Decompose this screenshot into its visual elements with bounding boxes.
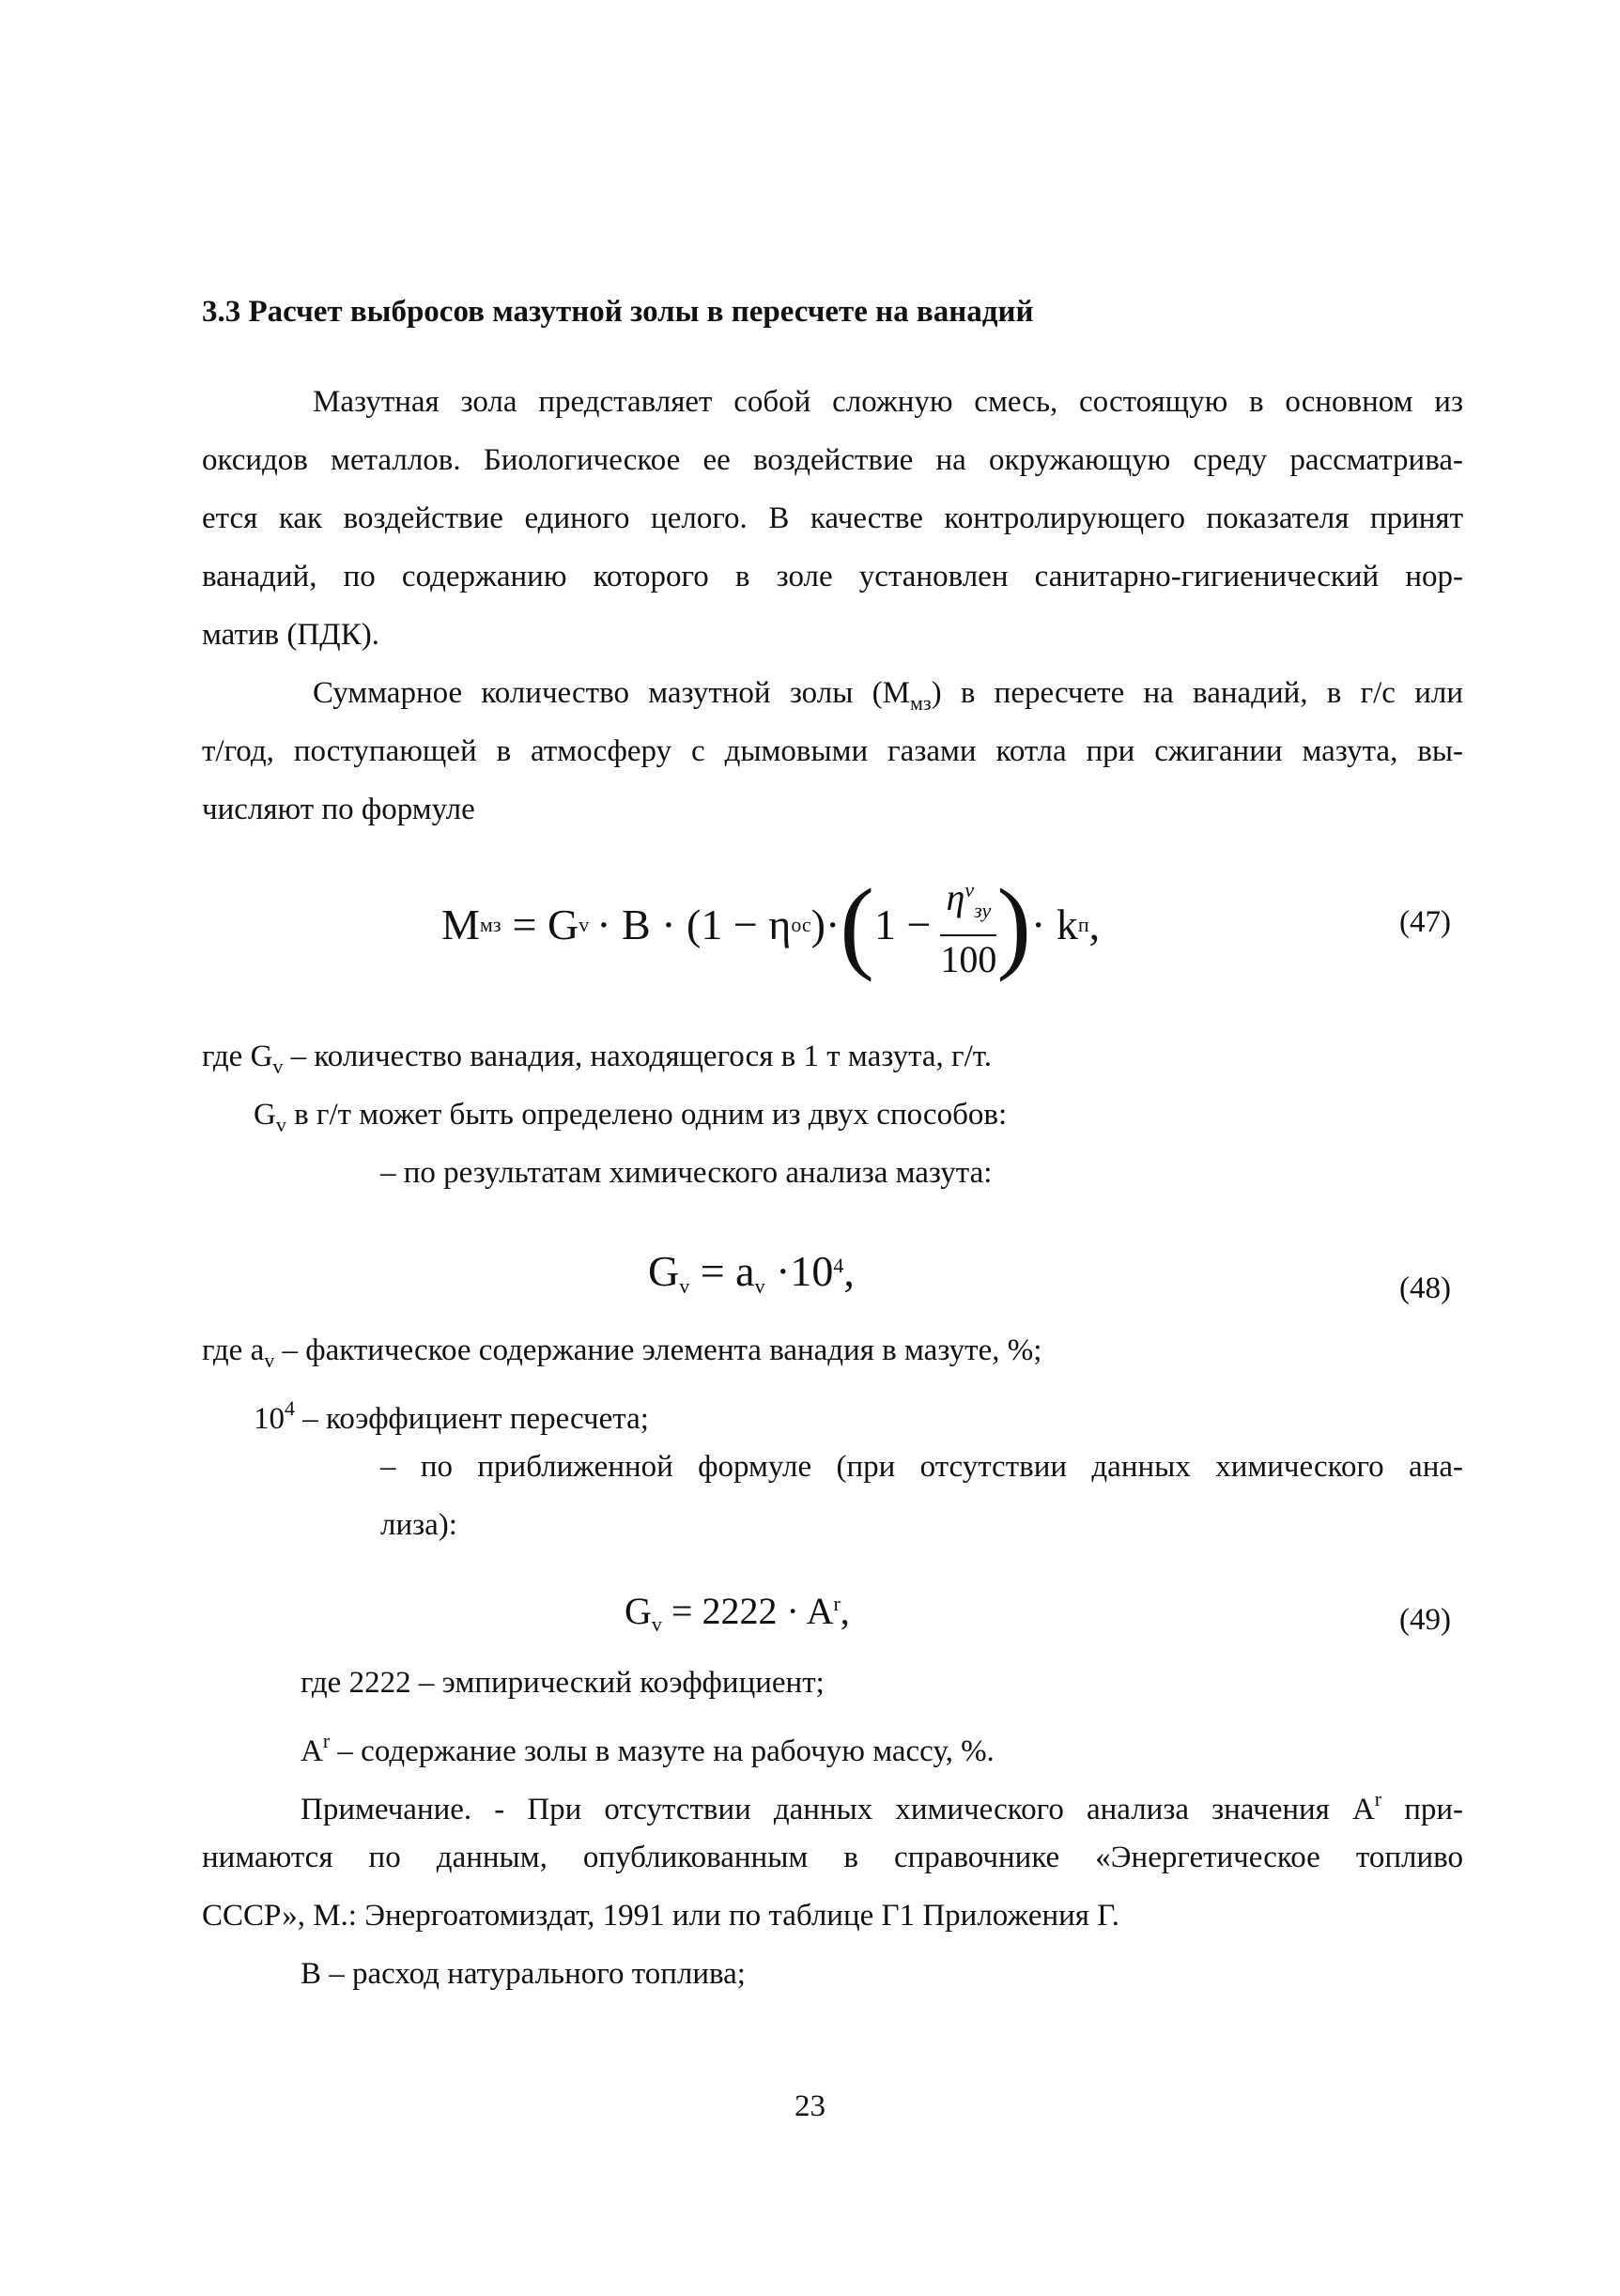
where48: где $a_v$ – фактическое содержание элемента ванадия в мазуте, %; [202, 1333, 1042, 1372]
note-line1: Примечание. - При отсутствии данных химического анализа значения $A^r$ при- [301, 1787, 1464, 1826]
b-definition: B – расход натурального топлива; [301, 1957, 746, 1991]
where49: где 2222 – эмпирический коэффициент; [301, 1666, 825, 1700]
formula-49: $G_v = 2222 \cdot A^r$, [625, 1590, 850, 1636]
para2-line3: числяют по формуле [202, 793, 475, 826]
page-number: 23 [795, 2089, 825, 2123]
para2-line1: Суммарное количество мазутной золы $(М_{мз})$ в пересчете на ванадий, в г/с или [313, 676, 1463, 715]
para1-line3: ется как воздействие единого целого. В качестве контролирующего показателя принят [202, 501, 1463, 535]
section-heading: 3.3 Расчет выбросов мазутной золы в пересчете на ванадий [202, 295, 1034, 329]
where47: где $G_v$ – количество ванадия, находящегося в 1 т мазута, г/т. [202, 1040, 992, 1078]
formula-49-number: (49) [1399, 1603, 1451, 1637]
para1-line4: ванадий, по содержанию которого в золе установлен санитарно-гигиенический нор- [202, 560, 1463, 593]
note-line2: нимаются по данным, опубликованным в справочнике «Энергетическое топливо [202, 1841, 1463, 1874]
formula-48-number: (48) [1399, 1271, 1451, 1305]
formula-47-number: (47) [1399, 905, 1451, 939]
fraction: $\frac{\eta^v_{зу}}{100}$ [940, 876, 997, 980]
way1: – по результатам химического анализа мазута: [380, 1156, 993, 1190]
para1-line1: Мазутная зола представляет собой сложную смесь, состоящую в основном из [313, 385, 1463, 419]
ar-definition: $A^r$ – содержание золы в мазуте на рабочую массу, %. [301, 1729, 995, 1768]
para1-line5: матив (ПДК). [202, 618, 379, 652]
way2-line1: – по приближенной формуле (при отсутствии данных химического ана- [380, 1450, 1463, 1484]
note-line3: СССР», М.: Энергоатомиздат, 1991 или по таблице Г1 Приложения Г. [202, 1899, 1119, 1933]
coef48: $10^4$ – коэффициент пересчета; [254, 1396, 649, 1436]
way2-line2: лиза): [380, 1508, 457, 1542]
formula-48: Gv = av $\cdot 10^4$, [648, 1247, 855, 1298]
formula-47: М мз = G v · B · (1 − η ос )· ( 1 − $\frac{\eta^v_{зу}}{100}$ ) · k п , [441, 868, 1101, 982]
para2-line2: т/год, поступающей в атмосферу с дымовыми газами котла при сжигании мазута, вы- [202, 734, 1463, 768]
para1-line2: оксидов металлов. Биологическое ее воздействие на окружающую среду рассматрива- [202, 443, 1463, 477]
gv-ways: $G_v$ в г/т может быть определено одним из двух способов: [254, 1098, 1008, 1136]
